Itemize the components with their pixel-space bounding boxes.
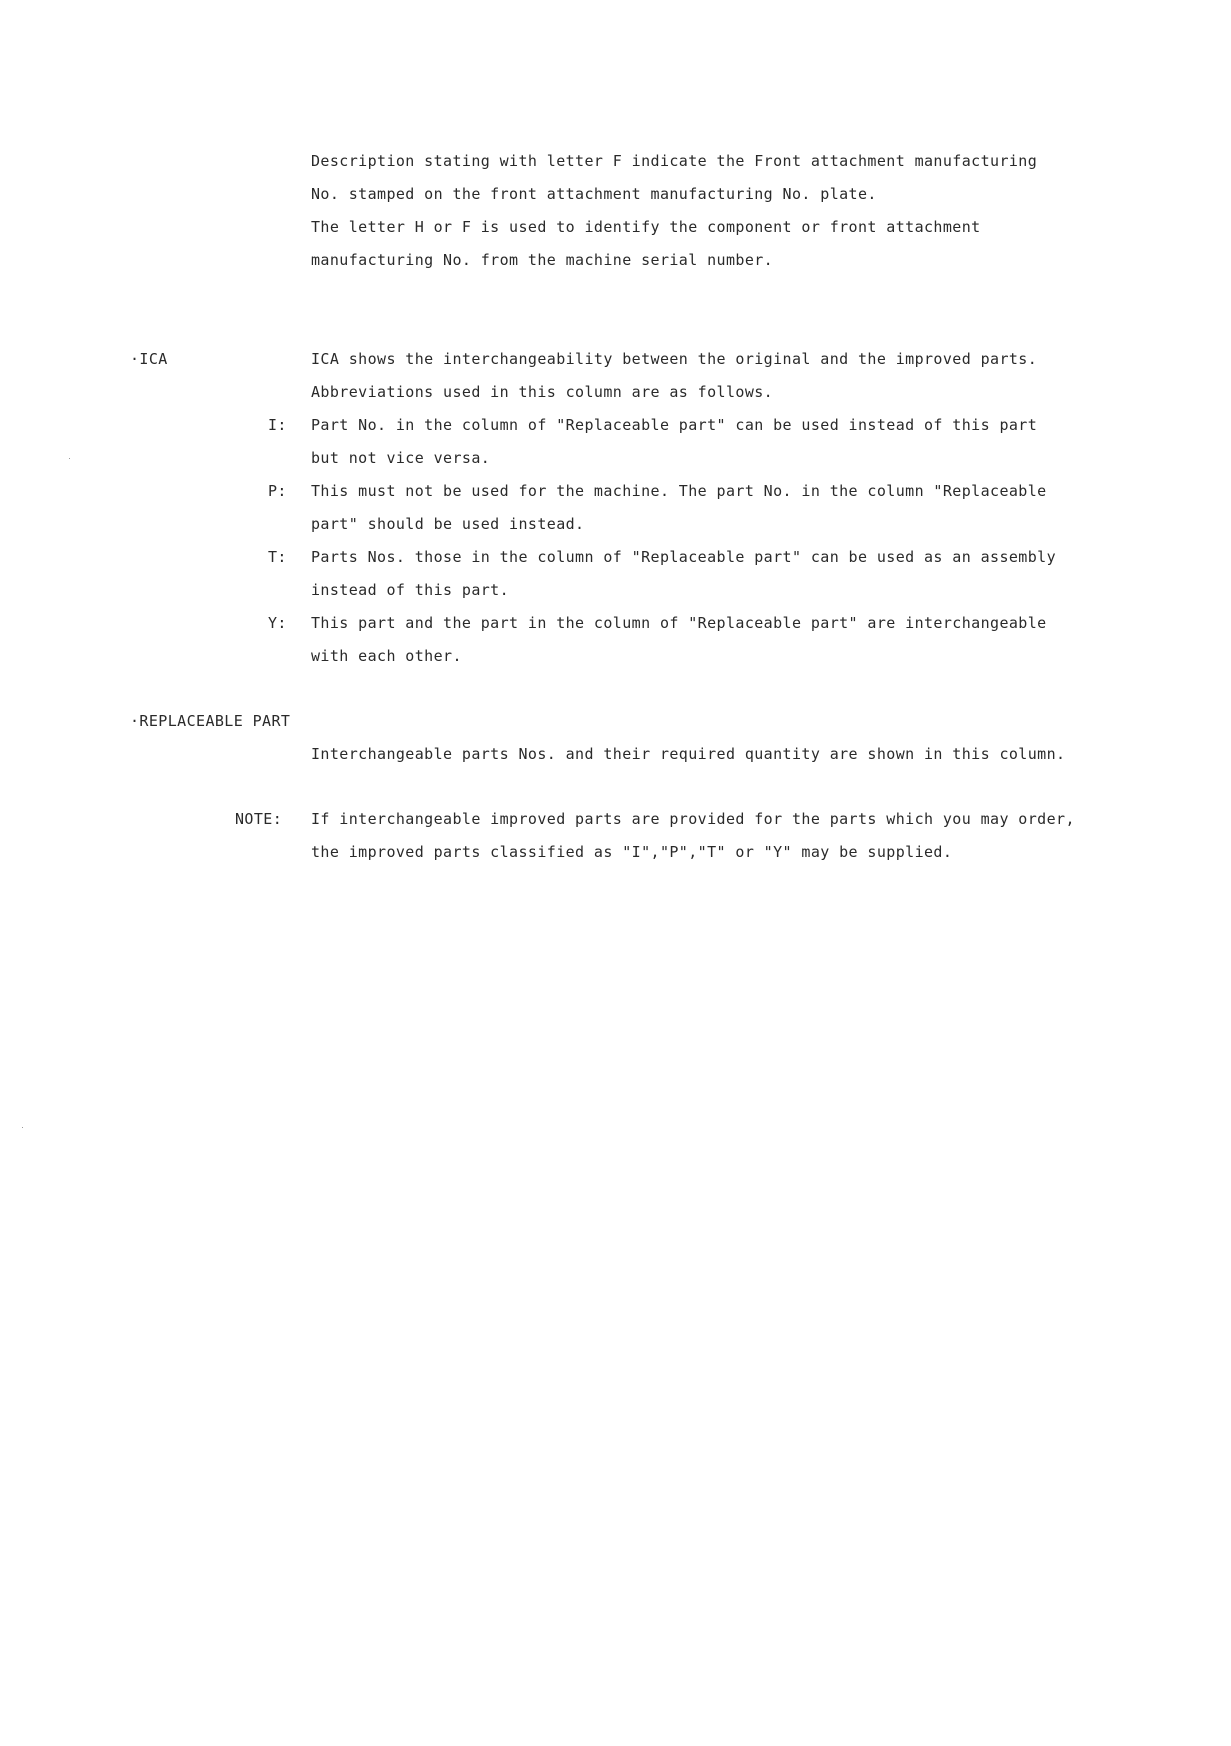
intro-line: The letter H or F is used to identify the component or front attachment — [311, 218, 981, 236]
ica-description-line: ICA shows the interchangeability between the original and the improved parts. — [311, 350, 1038, 368]
intro-line: manufacturing No. from the machine serial number. — [311, 251, 774, 269]
abbreviation-text: This must not be used for the machine. The part No. in the column "Replaceable — [311, 482, 1047, 500]
ica-description-line: Abbreviations used in this column are as follows. — [311, 383, 774, 401]
abbreviation-text: with each other. — [311, 647, 462, 665]
replaceable-part-description: Interchangeable parts Nos. and their required quantity are shown in this column. — [311, 745, 1066, 763]
abbreviation-code: P: — [268, 482, 287, 500]
abbreviation-text: instead of this part. — [311, 581, 510, 599]
abbreviation-code: Y: — [268, 614, 287, 632]
abbreviation-code: I: — [268, 416, 287, 434]
abbreviation-text: but not vice versa. — [311, 449, 491, 467]
note-line: the improved parts classified as "I","P","T" or "Y" may be supplied. — [311, 843, 953, 861]
abbreviation-text: Parts Nos. those in the column of "Replaceable part" can be used as an assembly — [311, 548, 1057, 566]
ica-label: ·ICA — [130, 350, 168, 368]
scan-speck — [22, 1127, 23, 1128]
intro-line: Description stating with letter F indicate the Front attachment manufacturing — [311, 152, 1038, 170]
replaceable-part-label: ·REPLACEABLE PART — [130, 712, 291, 730]
intro-line: No. stamped on the front attachment manufacturing No. plate. — [311, 185, 877, 203]
abbreviation-text: This part and the part in the column of "Replaceable part" are interchangeable — [311, 614, 1047, 632]
note-line: If interchangeable improved parts are provided for the parts which you may order, — [311, 810, 1075, 828]
abbreviation-code: T: — [268, 548, 287, 566]
note-label: NOTE: — [235, 810, 283, 828]
abbreviation-text: part" should be used instead. — [311, 515, 585, 533]
scan-speck — [69, 458, 70, 459]
abbreviation-text: Part No. in the column of "Replaceable part" can be used instead of this part — [311, 416, 1038, 434]
